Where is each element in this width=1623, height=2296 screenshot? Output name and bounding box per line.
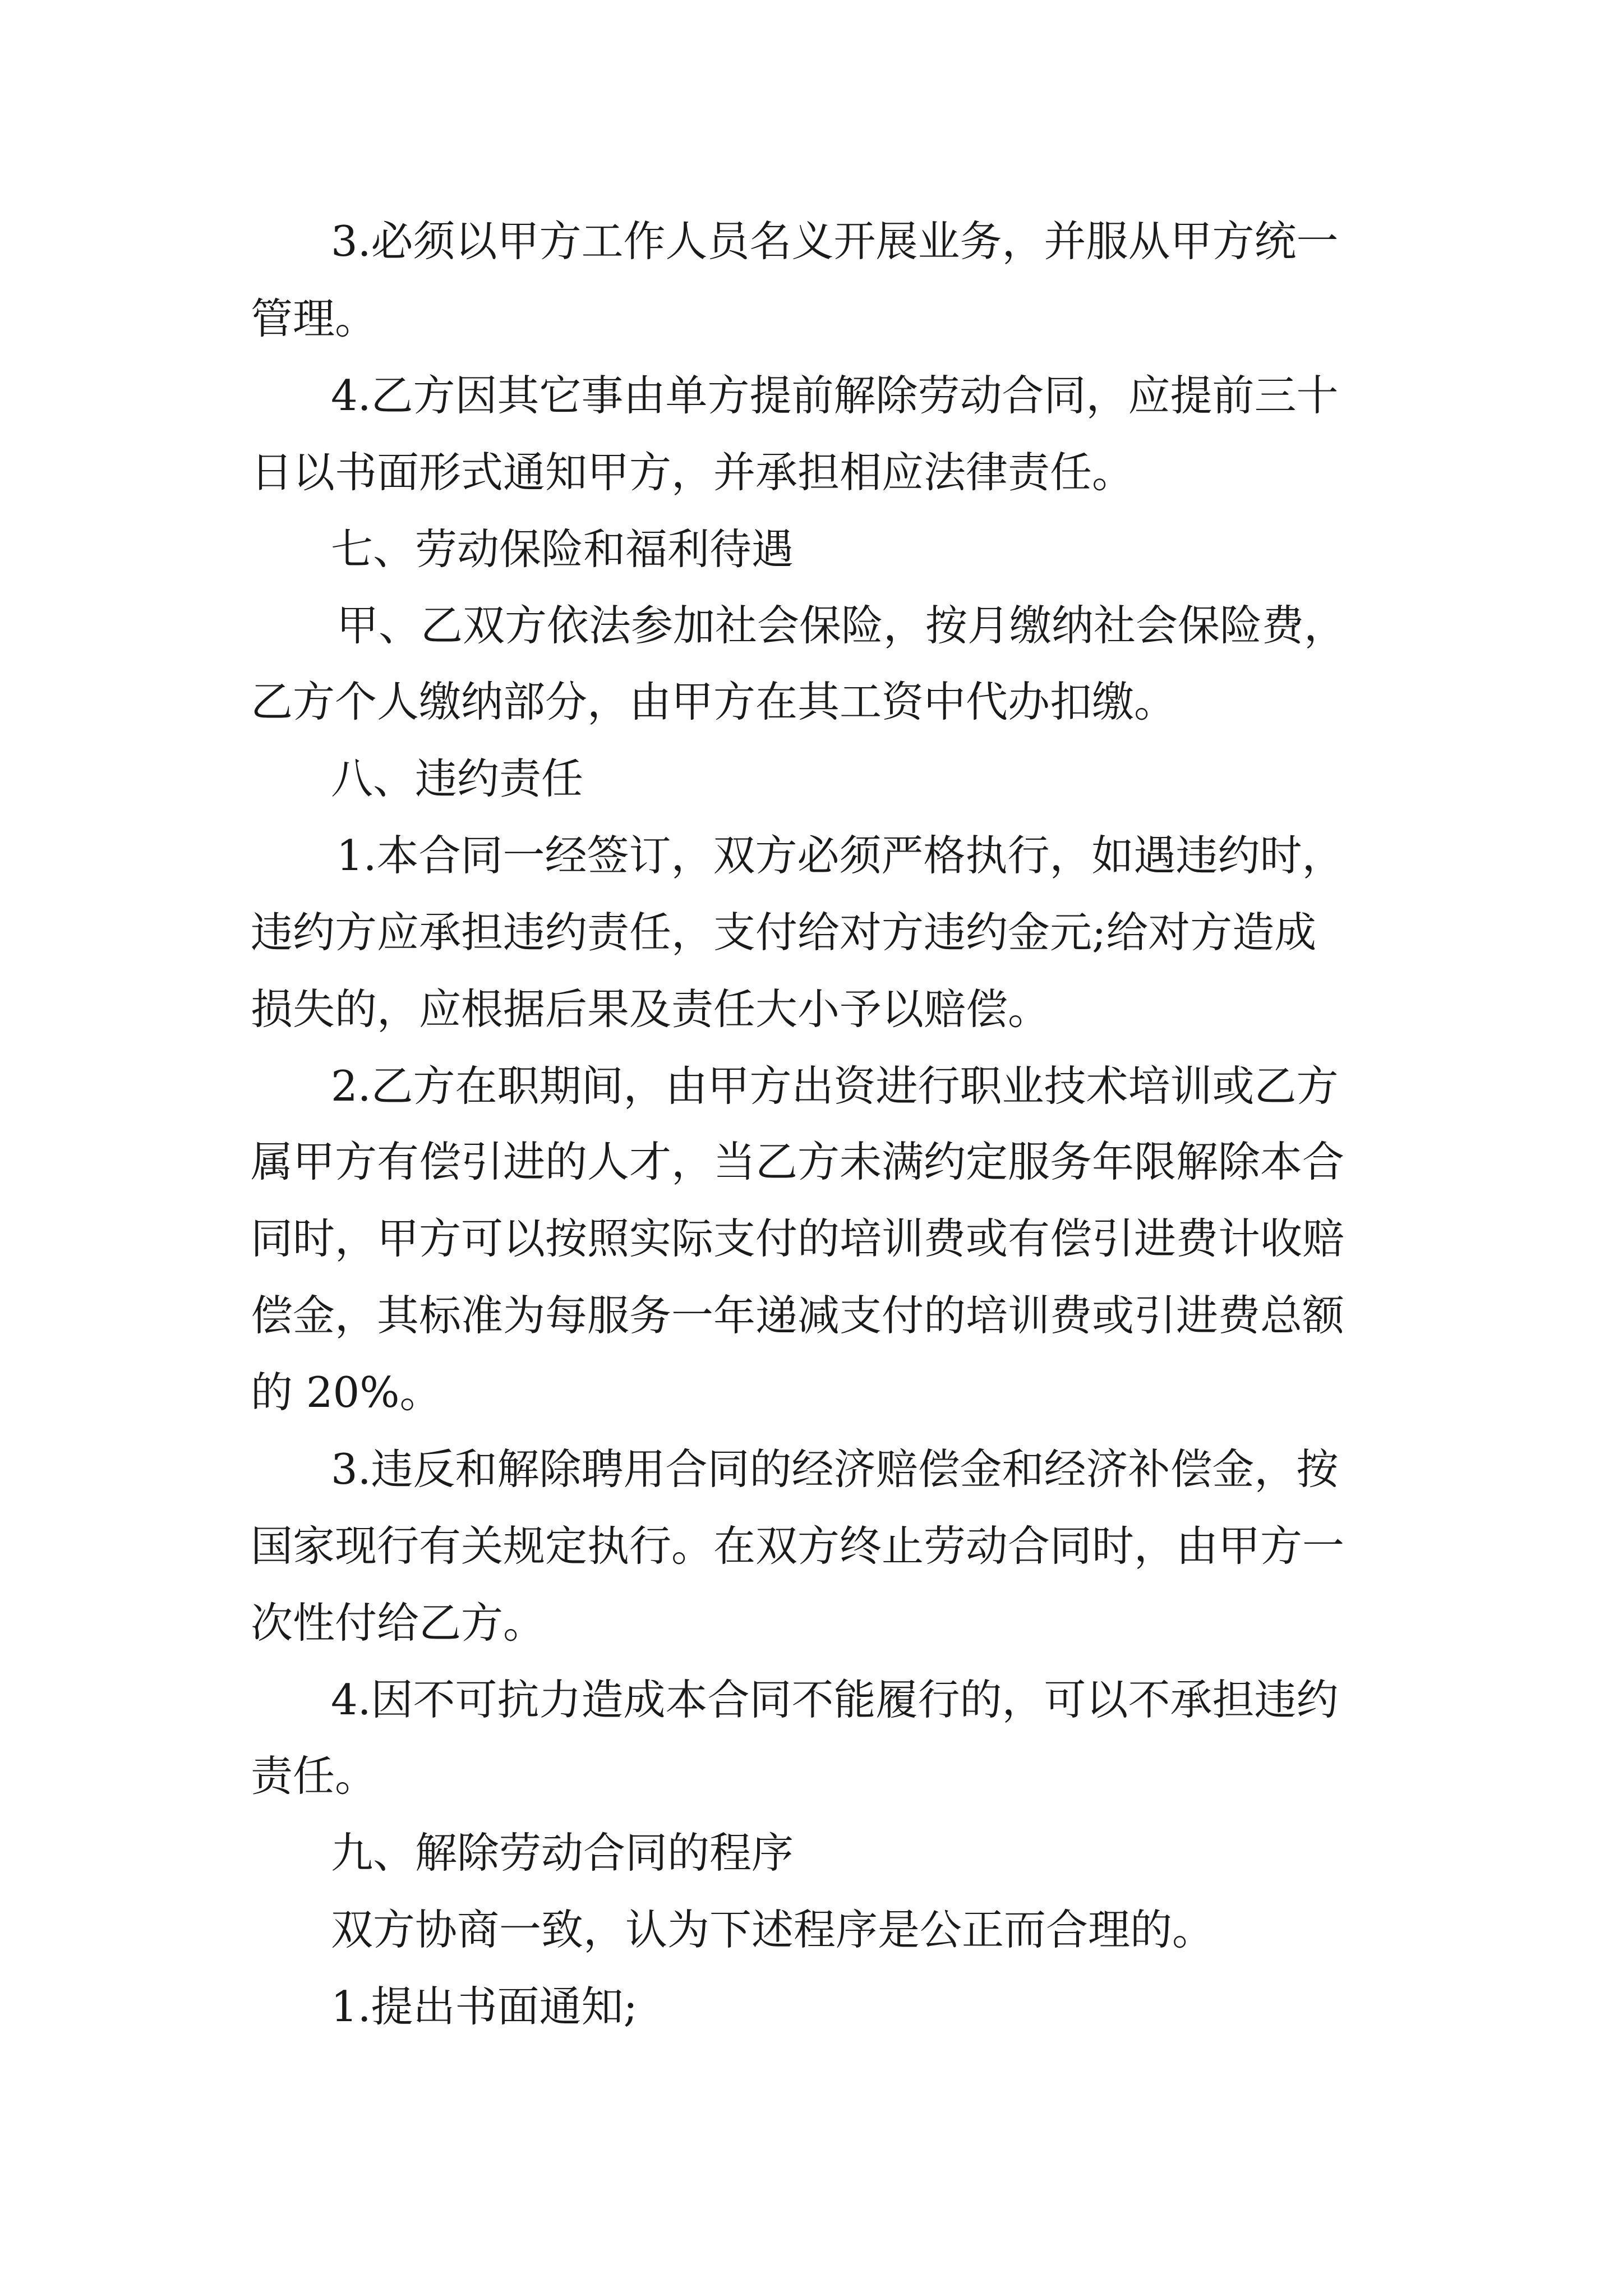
text-line: 违约方应承担违约责任，支付给对方违约金元;给对方造成 — [251, 908, 1317, 957]
text-line: 同时，甲方可以按照实际支付的培训费或有偿引进费计收赔 — [251, 1214, 1345, 1263]
text-line: 损失的，应根据后果及责任大小予以赔偿。 — [251, 984, 1050, 1034]
text-line: 偿金，其标准为每服务一年递减支付的培训费或引进费总额 — [251, 1291, 1345, 1340]
text-line: 双方协商一致，认为下述程序是公正而合理的。 — [331, 1905, 1215, 1954]
text-line: 属甲方有偿引进的人才，当乙方未满约定服务年限解除本合 — [251, 1137, 1345, 1186]
text-line: 的 20%。 — [251, 1368, 442, 1417]
text-line: 3.必须以甲方工作人员名义开展业务，并服从甲方统一 — [331, 217, 1339, 266]
text-line: 4.乙方因其它事由单方提前解除劳动合同，应提前三十 — [331, 371, 1339, 420]
text-line: 次性付给乙方。 — [251, 1598, 546, 1648]
text-line: 管理。 — [251, 294, 377, 343]
text-line: 甲、乙双方依法参加社会保险，按月缴纳社会保险费， — [336, 601, 1347, 650]
section-heading: 八、违约责任 — [331, 754, 584, 803]
text-line: 1.本合同一经签订，双方必须严格执行，如遇违约时， — [336, 831, 1344, 880]
text-line: 1.提出书面通知; — [331, 1982, 638, 2031]
text-line: 4.因不可抗力造成本合同不能履行的，可以不承担违约 — [331, 1675, 1339, 1724]
text-line: 2.乙方在职期间，由甲方出资进行职业技术培训或乙方 — [331, 1061, 1339, 1111]
section-heading: 九、解除劳动合同的程序 — [331, 1828, 794, 1878]
section-heading: 七、劳动保险和福利待遇 — [331, 524, 794, 574]
text-line: 国家现行有关规定执行。在双方终止劳动合同时，由甲方一 — [251, 1521, 1345, 1571]
text-line: 乙方个人缴纳部分，由甲方在其工资中代办扣缴。 — [251, 677, 1177, 726]
text-line: 3.违反和解除聘用合同的经济赔偿金和经济补偿金，按 — [331, 1444, 1339, 1494]
text-line: 责任。 — [251, 1751, 377, 1801]
text-line: 日以书面形式通知甲方，并承担相应法律责任。 — [251, 448, 1135, 497]
